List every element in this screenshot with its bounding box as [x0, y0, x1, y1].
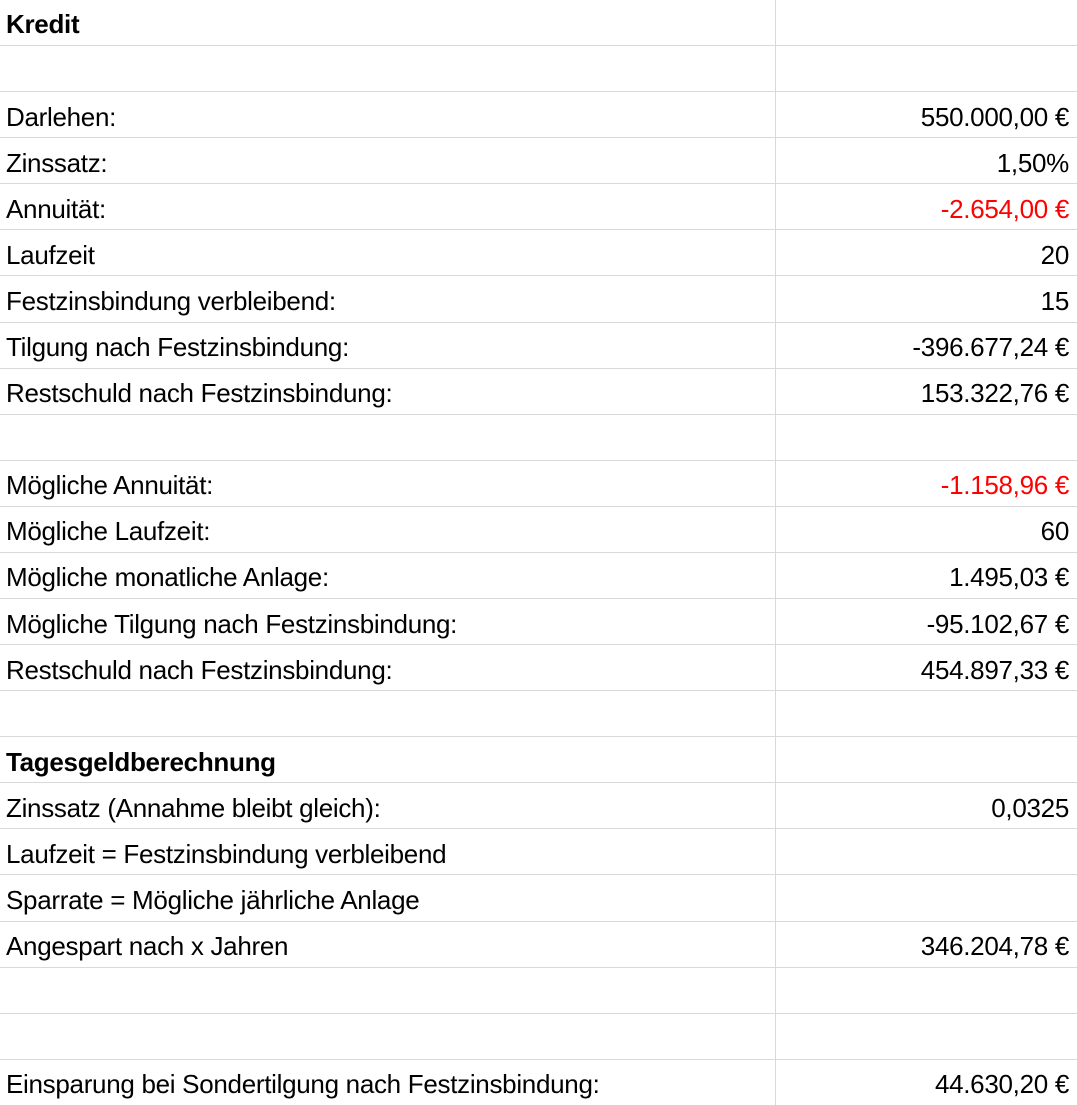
- label-cell[interactable]: [0, 415, 776, 460]
- value-cell[interactable]: [776, 737, 1077, 782]
- row-label: Mögliche Tilgung nach Festzinsbindung:: [6, 608, 458, 639]
- row-label: Tagesgeldberechnung: [6, 746, 276, 777]
- table-row: [0, 461, 1077, 507]
- table-row: [0, 1014, 1077, 1060]
- value-cell[interactable]: [776, 599, 1077, 644]
- table-row: [0, 1060, 1077, 1105]
- row-label: Laufzeit = Festzinsbindung verbleibend: [6, 838, 447, 869]
- table-row: [0, 323, 1077, 369]
- value-cell[interactable]: [776, 922, 1077, 967]
- value-cell[interactable]: [776, 323, 1077, 368]
- label-cell[interactable]: [0, 0, 776, 45]
- label-cell[interactable]: [0, 875, 776, 920]
- row-value: -396.677,24 €: [912, 332, 1069, 363]
- row-label: Mögliche monatliche Anlage:: [6, 562, 329, 593]
- row-value: 346.204,78 €: [920, 931, 1069, 962]
- label-cell[interactable]: [0, 92, 776, 137]
- table-row: [0, 599, 1077, 645]
- value-cell[interactable]: [776, 783, 1077, 828]
- value-cell[interactable]: [776, 645, 1077, 690]
- table-row: [0, 553, 1077, 599]
- label-cell[interactable]: [0, 645, 776, 690]
- value-cell[interactable]: [776, 691, 1077, 736]
- table-row: [0, 0, 1077, 46]
- row-label: Tilgung nach Festzinsbindung:: [6, 332, 349, 363]
- value-cell[interactable]: [776, 968, 1077, 1013]
- value-cell[interactable]: [776, 0, 1077, 45]
- table-row: [0, 184, 1077, 230]
- table-row: [0, 415, 1077, 461]
- label-cell[interactable]: [0, 1014, 776, 1059]
- row-label: Kredit: [6, 9, 80, 40]
- label-cell[interactable]: [0, 138, 776, 183]
- value-cell[interactable]: [776, 184, 1077, 229]
- value-cell[interactable]: [776, 92, 1077, 137]
- table-row: [0, 829, 1077, 875]
- label-cell[interactable]: [0, 230, 776, 275]
- row-value: -1.158,96 €: [940, 470, 1069, 501]
- value-cell[interactable]: [776, 1014, 1077, 1059]
- label-cell[interactable]: [0, 783, 776, 828]
- table-row: [0, 737, 1077, 783]
- label-cell[interactable]: [0, 276, 776, 321]
- value-cell[interactable]: [776, 461, 1077, 506]
- value-cell[interactable]: [776, 46, 1077, 91]
- value-cell[interactable]: [776, 1060, 1077, 1105]
- row-label: Mögliche Laufzeit:: [6, 516, 211, 547]
- row-value: 20: [1040, 239, 1069, 270]
- value-cell[interactable]: [776, 276, 1077, 321]
- row-label: Zinssatz (Annahme bleibt gleich):: [6, 792, 381, 823]
- value-cell[interactable]: [776, 507, 1077, 552]
- value-cell[interactable]: [776, 553, 1077, 598]
- value-cell[interactable]: [776, 415, 1077, 460]
- value-cell[interactable]: [776, 138, 1077, 183]
- label-cell[interactable]: [0, 46, 776, 91]
- row-label: Darlehen:: [6, 101, 117, 132]
- table-row: [0, 968, 1077, 1014]
- table-row: [0, 46, 1077, 92]
- row-value: 1,50%: [996, 147, 1069, 178]
- value-cell[interactable]: [776, 230, 1077, 275]
- label-cell[interactable]: [0, 553, 776, 598]
- value-cell[interactable]: [776, 369, 1077, 414]
- label-cell[interactable]: [0, 691, 776, 736]
- table-row: [0, 230, 1077, 276]
- row-label: Sparrate = Mögliche jährliche Anlage: [6, 884, 420, 915]
- label-cell[interactable]: [0, 369, 776, 414]
- row-value: -2.654,00 €: [940, 193, 1069, 224]
- row-label: Einsparung bei Sondertilgung nach Festzinsbindung:: [6, 1069, 600, 1100]
- row-value: 15: [1040, 285, 1069, 316]
- row-value: 44.630,20 €: [934, 1069, 1069, 1100]
- row-value: 60: [1040, 516, 1069, 547]
- row-value: -95.102,67 €: [926, 608, 1069, 639]
- label-cell[interactable]: [0, 968, 776, 1013]
- row-label: Zinssatz:: [6, 147, 108, 178]
- table-row: [0, 507, 1077, 553]
- row-label: Angespart nach x Jahren: [6, 931, 289, 962]
- table-row: [0, 645, 1077, 691]
- row-value: 550.000,00 €: [920, 101, 1069, 132]
- value-cell[interactable]: [776, 875, 1077, 920]
- table-row: [0, 138, 1077, 184]
- table-row: [0, 783, 1077, 829]
- table-row: [0, 92, 1077, 138]
- label-cell[interactable]: [0, 507, 776, 552]
- label-cell[interactable]: [0, 184, 776, 229]
- row-label: Annuität:: [6, 193, 106, 224]
- row-label: Mögliche Annuität:: [6, 470, 214, 501]
- row-value: 153.322,76 €: [920, 378, 1069, 409]
- table-row: [0, 922, 1077, 968]
- table-row: [0, 875, 1077, 921]
- row-label: Restschuld nach Festzinsbindung:: [6, 654, 393, 685]
- label-cell[interactable]: [0, 737, 776, 782]
- table-row: [0, 276, 1077, 322]
- label-cell[interactable]: [0, 829, 776, 874]
- row-label: Laufzeit: [6, 239, 95, 270]
- row-label: Festzinsbindung verbleibend:: [6, 285, 336, 316]
- label-cell[interactable]: [0, 599, 776, 644]
- row-value: 0,0325: [991, 792, 1069, 823]
- label-cell[interactable]: [0, 922, 776, 967]
- table-row: [0, 691, 1077, 737]
- label-cell[interactable]: [0, 1060, 776, 1105]
- row-value: 1.495,03 €: [949, 562, 1069, 593]
- table-row: [0, 369, 1077, 415]
- label-cell[interactable]: [0, 323, 776, 368]
- row-label: Restschuld nach Festzinsbindung:: [6, 378, 393, 409]
- label-cell[interactable]: [0, 461, 776, 506]
- value-cell[interactable]: [776, 829, 1077, 874]
- row-value: 454.897,33 €: [920, 654, 1069, 685]
